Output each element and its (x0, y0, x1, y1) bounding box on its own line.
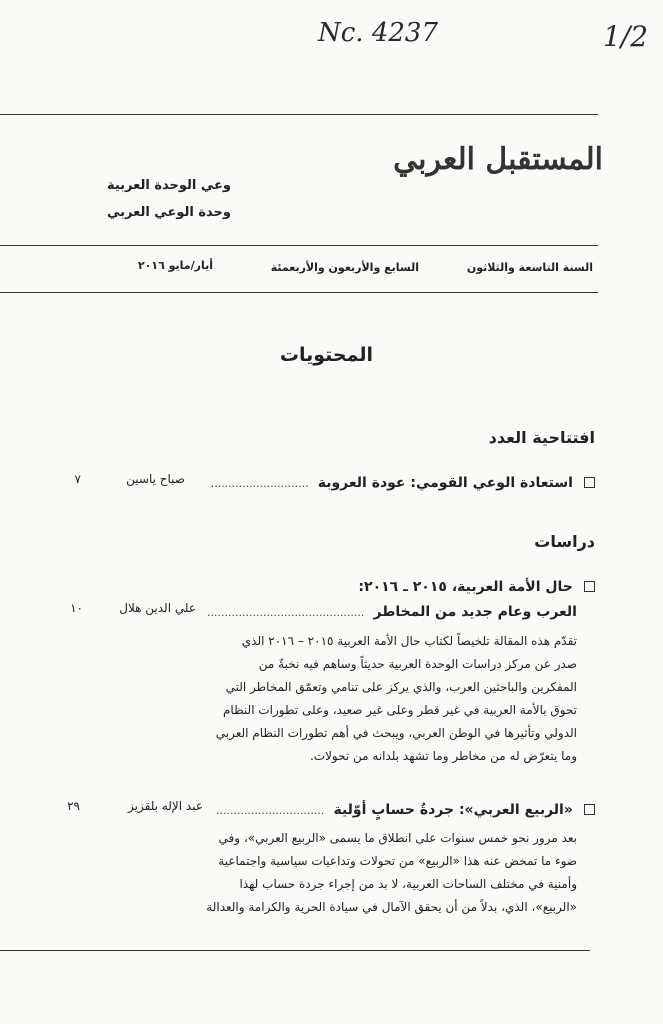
study-2-author: عبد الإله بلقزيز (128, 799, 203, 813)
abstract-line: «الربيع»، الذي، بدلاً من أن يحقق الآمال في سيادة الحرية والكرامة والعدالة (206, 900, 577, 914)
issue-year: السنة التاسعة والثلاثون (466, 261, 593, 274)
abstract-line: وأمنية في مختلف الساحات العربية، لا بد من إجراء جردة حساب لهذا (239, 877, 577, 891)
section-heading-editorial: افتتاحية العدد (488, 428, 595, 447)
study-1-page: ١٠ (70, 601, 83, 615)
checkbox-square-icon (584, 804, 595, 815)
study-1-abstract (107, 630, 577, 768)
study-2-title: «الربيع العربي»: جردةُ حسابٍ أوّلية (333, 802, 573, 818)
issue-band-bottom-rule (0, 292, 598, 293)
handwritten-reference-number: Nc. 4237 (318, 18, 439, 48)
bottom-rule (0, 950, 590, 951)
abstract-line: تحوق بالأمة العربية في غير قطر وعلى غير صعيد، وعلى تطورات النظام (222, 703, 577, 717)
study-1-author: علي الدين هلال (119, 601, 196, 615)
abstract-line: الدولي وتأثيرها في الوطن العربي، ويبحث في أهم تطورات النظام العربي (215, 726, 577, 740)
checkbox-square-icon (584, 581, 595, 592)
abstract-line: بعد مرور نحو خمس سنوات على انطلاق ما يسمى «الربيع العربي»، وفي (218, 831, 577, 845)
issue-number: السابع والأربعون والأربعمئة (270, 261, 419, 274)
handwritten-page-count: 1/2 (603, 20, 649, 53)
section-heading-studies: دراسات (534, 532, 595, 551)
journal-slogan-2: وحدة الوعي العربي (106, 205, 231, 220)
abstract-line: ضوء ما تمخض عنه هذا «الربيع» من تحولات وتداعيات سياسية واجتماعية (218, 854, 577, 868)
editorial-entry-title: استعادة الوعي القومي: عودة العروبة (317, 475, 573, 491)
editorial-entry-author: صباح ياسين (126, 472, 185, 486)
study-2-abstract (107, 827, 577, 919)
issue-date: أيار/مايو ٢٠١٦ (137, 259, 213, 272)
journal-title: المستقبل العربي (393, 142, 603, 177)
study-1-title-line1: حال الأمة العربية، ٢٠١٥ ـ ٢٠١٦: (358, 576, 595, 595)
abstract-line: وما يتعرّض له من مخاطر وما تشهد بلدانه من تحولات. (309, 749, 577, 763)
study-1-title: العرب وعام جديد من المخاطر (373, 604, 577, 620)
study-2-page: ٢٩ (67, 799, 80, 813)
checkbox-square-icon (584, 477, 595, 488)
contents-title: المحتويات (279, 344, 373, 366)
abstract-line: تقدّم هذه المقالة تلخيصاً لكتاب حال الأمة العربية ٢٠١٥ – ٢٠١٦ الذي (241, 634, 577, 648)
journal-slogan-1: وعي الوحدة العربية (106, 178, 231, 193)
study-2-leader: ............................... (215, 804, 325, 817)
editorial-entry-leader: ............................ (210, 477, 309, 490)
abstract-line: صدر عن مركز دراسات الوحدة العربية حديثاً وساهم فيه نخبةٌ من (258, 657, 577, 671)
editorial-entry-page: ٧ (74, 472, 81, 486)
abstract-line: المفكرين والباحثين العرب، والذي يركز على تنامي وتعمّق المخاطر التي (225, 680, 577, 694)
top-rule (0, 114, 598, 115)
study-1-leader: ............................................. (207, 606, 365, 619)
issue-band-top-rule (0, 245, 598, 246)
